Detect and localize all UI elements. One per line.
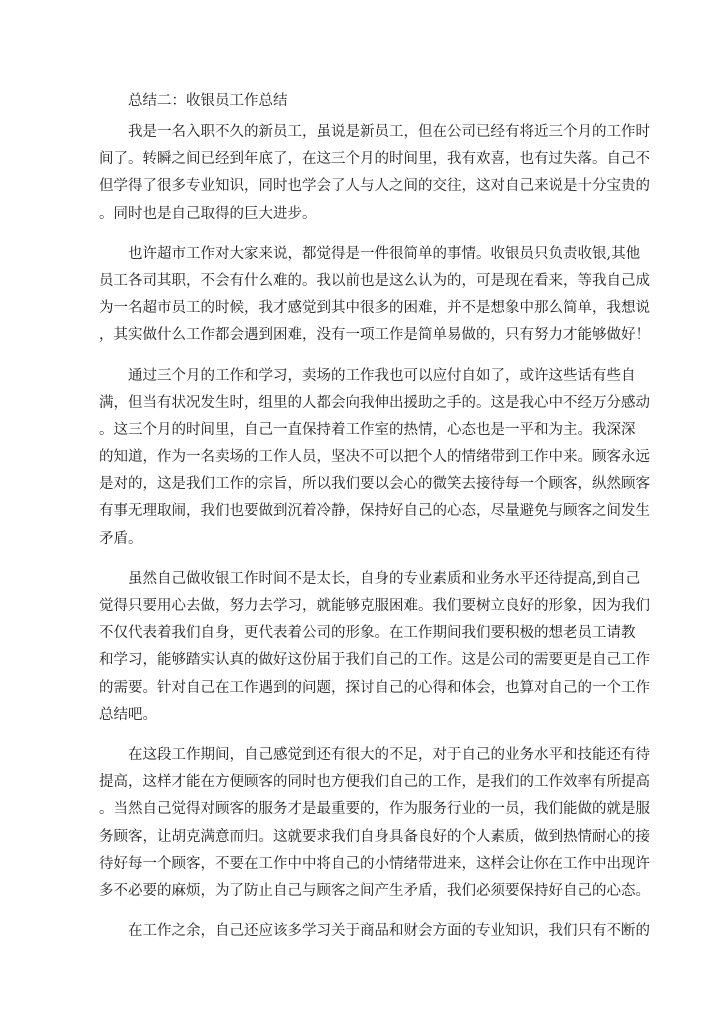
paragraph-line: 员工各司其职，不会有什么难的。我以前也是这么认为的，可是现在看来，等我自己成: [99, 272, 650, 289]
paragraph-line: 但学得了很多专业知识，同时也学会了人与人之间的交往，这对自己来说是十分宝贵的: [99, 178, 650, 195]
paragraph-line: 待好每一个顾客，不要在工作中中将自己的小情绪带进来，这样会让你在工作中出现许: [99, 855, 650, 872]
paragraph-gap: [128, 350, 594, 363]
paragraph-line: 多不必要的麻烦，为了防止自己与顾客之间产生矛盾，我们必须要保持好自己的心态。: [99, 882, 650, 899]
paragraph-line: 提高，这样才能在方便顾客的同时也方便我们自己的工作，是我们的工作效率有所提高: [99, 774, 650, 791]
paragraph-line: 在工作之余，自己还应该多学习关于商品和财会方面的专业知识，我们只有不断的: [128, 923, 650, 940]
paragraph-line: 也许超市工作对大家来说，都觉得是一件很简单的事情。收银员只负责收银,其他: [128, 245, 641, 262]
section-heading: 总结二：收银员工作总结: [128, 93, 288, 109]
paragraph-line: 。同时也是自己取得的巨大进步。: [99, 205, 317, 222]
paragraph: [99, 363, 650, 553]
paragraph-line: 有事无理取闹，我们也要做到沉着冷静，保持好自己的心态，尽量避免与顾客之间发生: [99, 503, 650, 520]
paragraph-line: 在这段工作期间，自己感觉到还有很大的不足，对于自己的业务水平和技能还有待: [128, 746, 650, 763]
paragraph: [99, 119, 650, 228]
paragraph-gap: [128, 228, 594, 241]
paragraph-gap: [128, 553, 594, 566]
paragraph-line: 间了。转瞬之间已经到年底了，在这三个月的时间里，我有欢喜，也有过失落。自己不: [99, 151, 650, 168]
paragraph-line: 矛盾。: [99, 530, 143, 547]
paragraph-line: 和学习，能够踏实认真的做好这份届于我们自己的工作。这是公司的需要更是自己工作: [99, 652, 650, 669]
paragraph: [99, 566, 650, 729]
paragraph: [99, 742, 650, 905]
paragraph: [99, 241, 650, 350]
paragraph-line: 的需要。针对自己在工作遇到的问题，探讨自己的心得和体会，也算对自己的一个工作: [99, 679, 650, 696]
paragraph-line: 的知道，作为一名卖场的工作人员，坚决不可以把个人的情绪带到工作中来。顾客永远: [99, 449, 650, 466]
paragraph-line: ，其实做什么工作都会遇到困难，没有一项工作是简单易做的，只有努力才能够做好！: [99, 327, 650, 344]
paragraph-line: 通过三个月的工作和学习，卖场的工作我也可以应付自如了，或许这些话有些自: [128, 367, 636, 384]
paragraph: [128, 918, 650, 945]
paragraph-line: 为一名超市员工的时候，我才感觉到其中很多的困难，并不是想象中那么简单，我想说: [99, 300, 650, 317]
paragraph-line: 。当然自己觉得对顾客的服务才是最重要的，作为服务行业的一员，我们能做的就是服: [99, 801, 650, 818]
paragraph-line: 我是一名入职不久的新员工，虽说是新员工，但在公司已经有将近三个月的工作时: [128, 124, 650, 140]
paragraph-list: [99, 119, 650, 945]
document-body: [99, 92, 650, 945]
paragraph-line: 满，但当有状况发生时，组里的人都会向我伸出援助之手的。这是我心中不经万分感动: [99, 394, 650, 411]
paragraph-line: 不仅代表着我们自身，更代表着公司的形象。在工作期间我们要积极的想老员工请教: [99, 625, 636, 642]
paragraph-line: 务顾客，让胡克满意而归。这就要求我们自身具备良好的个人素质，做到热情耐心的接: [99, 828, 650, 845]
paragraph-line: 总结吧。: [99, 706, 157, 723]
paragraph-line: 。这三个月的时间里，自己一直保持着工作室的热情，心态也是一平和为主。我深深: [99, 421, 636, 438]
paragraph-gap: [128, 905, 594, 918]
paragraph-line: 虽然自己做收银工作时间不是太长，自身的专业素质和业务水平还待提高,到自己: [128, 570, 641, 587]
paragraph-gap: [128, 729, 594, 742]
paragraph-line: 觉得只要用心去做，努力去学习，就能够克服困难。我们要树立良好的形象，因为我们: [99, 598, 650, 614]
paragraph-line: 是对的，这是我们工作的宗旨，所以我们要以会心的微笑去接待每一个顾客，纵然顾客: [99, 476, 650, 493]
